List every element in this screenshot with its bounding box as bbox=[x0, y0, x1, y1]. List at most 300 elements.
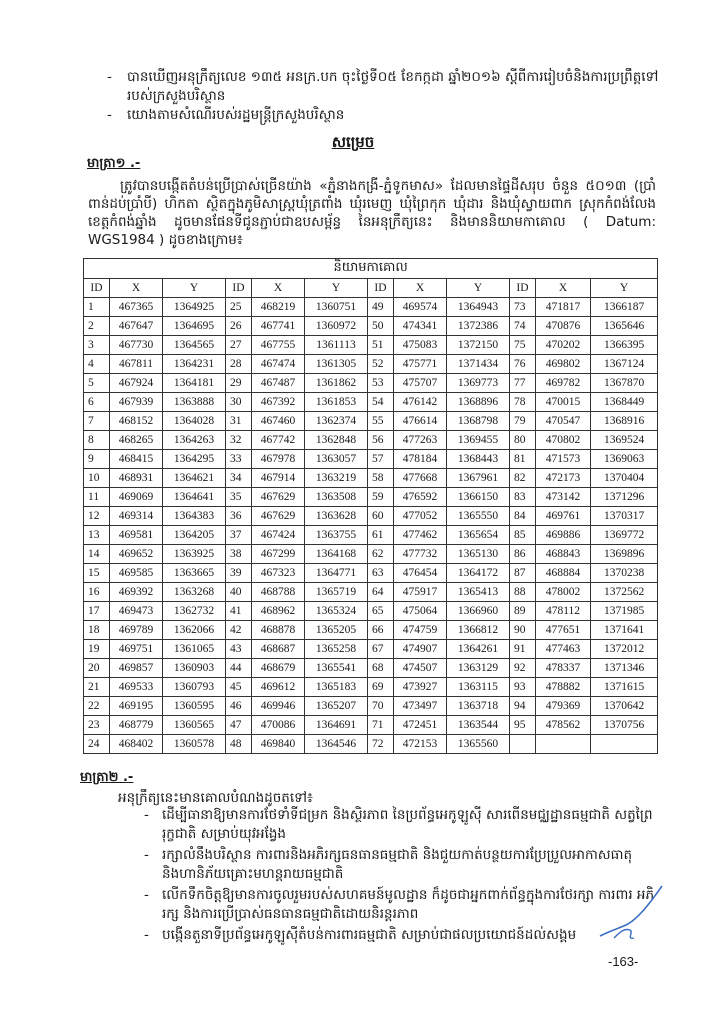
article-1-text: ត្រូវបានបង្កើតតំបន់ប្រើប្រាស់ច្រើនយ៉ាង «ភ្នំនាងកង្រី-ភ្នំទូកមាស» ដែលមានផ្ទៃដីសរុប ចំនួន ៥០១៣ (ប្រាំពាន់ដប់ប្រាំបី) ហិកតា ស្ថិតក្នុងភូមិសាស្ត្រឃុំត្រពាំង ឃុំរមេញ ឃុំព្រៃកុក ឃុំដារ និងឃុំស្វាយពាក ស្រុកកំពង់លែង ខេត្តកំពង់ឆ្នាំង ដូចមានផែនទីជូនភ្ជាប់ជាឧបសម្ព័ន្ធ នៃអនុក្រឹត្យនេះ និងមាននិយាមកាគោល ( Datum: WGS1984 ) ដូចខាងក្រោម៖ bbox=[88, 178, 656, 248]
article-2-list bbox=[140, 806, 660, 947]
cell-id: 31 bbox=[226, 412, 252, 431]
cell-x: 470802 bbox=[536, 431, 591, 450]
cell-y: 1367870 bbox=[591, 374, 658, 393]
cell-id: 20 bbox=[84, 659, 110, 678]
cell-id: 22 bbox=[84, 697, 110, 716]
cell-y: 1361113 bbox=[305, 336, 368, 355]
cell-id: 84 bbox=[510, 507, 536, 526]
cell-y: 1363129 bbox=[447, 659, 510, 678]
cell-id: 1 bbox=[84, 298, 110, 317]
cell-y: 1364925 bbox=[163, 298, 226, 317]
cell-x: 469069 bbox=[110, 488, 163, 507]
cell-y: 1360972 bbox=[305, 317, 368, 336]
cell-id: 71 bbox=[368, 716, 394, 735]
cell-y: 1366812 bbox=[447, 621, 510, 640]
cell-id: 40 bbox=[226, 583, 252, 602]
cell-y: 1360903 bbox=[163, 659, 226, 678]
cell-id: 94 bbox=[510, 697, 536, 716]
cell-id: 89 bbox=[510, 602, 536, 621]
cell-y: 1360793 bbox=[163, 678, 226, 697]
table-row bbox=[84, 431, 658, 450]
cell-y: 1364172 bbox=[447, 564, 510, 583]
cell-y: 1365719 bbox=[305, 583, 368, 602]
table-row bbox=[84, 697, 658, 716]
cell-y: 1370642 bbox=[591, 697, 658, 716]
cell-id: 44 bbox=[226, 659, 252, 678]
cell-id: 64 bbox=[368, 583, 394, 602]
cell-id: 17 bbox=[84, 602, 110, 621]
cell-id: 52 bbox=[368, 355, 394, 374]
cell-y: 1361065 bbox=[163, 640, 226, 659]
cell-x: 469946 bbox=[252, 697, 305, 716]
cell-y: 1365130 bbox=[447, 545, 510, 564]
cell-id: 74 bbox=[510, 317, 536, 336]
cell-y: 1365654 bbox=[447, 526, 510, 545]
cell-x: 469652 bbox=[110, 545, 163, 564]
column-header: ID bbox=[368, 279, 394, 298]
cell-y: 1368449 bbox=[591, 393, 658, 412]
cell-y: 1364383 bbox=[163, 507, 226, 526]
cell-y: 1365258 bbox=[305, 640, 368, 659]
cell-x: 479369 bbox=[536, 697, 591, 716]
cell-id: 35 bbox=[226, 488, 252, 507]
cell-y: 1363665 bbox=[163, 564, 226, 583]
cell-id: 21 bbox=[84, 678, 110, 697]
cell-id: 30 bbox=[226, 393, 252, 412]
cell-y: 1364641 bbox=[163, 488, 226, 507]
cell-y: 1363544 bbox=[447, 716, 510, 735]
cell-x: 468843 bbox=[536, 545, 591, 564]
cell-y: 1364691 bbox=[305, 716, 368, 735]
cell-x: 477651 bbox=[536, 621, 591, 640]
article-2-item: - បង្កើនតួនាទីប្រព័ន្ធអេកូឡូស៊ីតំបន់ការពារធម្មជាតិ សម្រាប់ជាផលប្រយោជន៍ដល់សង្គម bbox=[140, 926, 660, 945]
article-2-item: - លើកទឹកចិត្តឱ្យមានការចូលរួមរបស់សហគមន៍មូលដ្ឋាន ក៏ដូចជាអ្នកពាក់ព័ន្ធក្នុងការថែរក្សា ការពារ អភិរក្ស និងការប្រើប្រាស់ធនធានធម្មជាតិដោយនិរន្តរភាព bbox=[140, 886, 660, 924]
cell-x: 467299 bbox=[252, 545, 305, 564]
cell-y: 1372562 bbox=[591, 583, 658, 602]
cell-y: 1372150 bbox=[447, 336, 510, 355]
cell-y: 1364771 bbox=[305, 564, 368, 583]
cell-x: 467647 bbox=[110, 317, 163, 336]
cell-x: 468878 bbox=[252, 621, 305, 640]
cell-x: 478002 bbox=[536, 583, 591, 602]
cell-y: 1370756 bbox=[591, 716, 658, 735]
cell-y: 1364181 bbox=[163, 374, 226, 393]
cell-x: 478337 bbox=[536, 659, 591, 678]
cell-x: 475771 bbox=[394, 355, 447, 374]
cell-id: 80 bbox=[510, 431, 536, 450]
cell-x: 477732 bbox=[394, 545, 447, 564]
cell-x: 469789 bbox=[110, 621, 163, 640]
table-row bbox=[84, 393, 658, 412]
cell-id: 67 bbox=[368, 640, 394, 659]
cell-id: 46 bbox=[226, 697, 252, 716]
cell-y: 1366187 bbox=[591, 298, 658, 317]
cell-x: 467629 bbox=[252, 507, 305, 526]
signature-mark bbox=[590, 878, 670, 948]
cell-y: 1360565 bbox=[163, 716, 226, 735]
intro-bullets bbox=[103, 68, 663, 125]
cell-x: 471573 bbox=[536, 450, 591, 469]
cell-x: 474507 bbox=[394, 659, 447, 678]
cell-id: 24 bbox=[84, 735, 110, 754]
cell-x: 477462 bbox=[394, 526, 447, 545]
cell-id: 5 bbox=[84, 374, 110, 393]
cell-x: 470876 bbox=[536, 317, 591, 336]
cell-x: 467741 bbox=[252, 317, 305, 336]
cell-id: 78 bbox=[510, 393, 536, 412]
cell-x: 468679 bbox=[252, 659, 305, 678]
column-header: Y bbox=[591, 279, 658, 298]
cell-y: 1367961 bbox=[447, 469, 510, 488]
cell-y: 1362848 bbox=[305, 431, 368, 450]
cell-x: 468265 bbox=[110, 431, 163, 450]
cell-y: 1360578 bbox=[163, 735, 226, 754]
cell-x: 468962 bbox=[252, 602, 305, 621]
cell-x: 476592 bbox=[394, 488, 447, 507]
cell-y: 1363219 bbox=[305, 469, 368, 488]
cell-id: 8 bbox=[84, 431, 110, 450]
table-row bbox=[84, 659, 658, 678]
table-body bbox=[84, 298, 658, 754]
cell-id: 55 bbox=[368, 412, 394, 431]
cell-x: 472153 bbox=[394, 735, 447, 754]
table-row bbox=[84, 621, 658, 640]
cell-x: 469392 bbox=[110, 583, 163, 602]
cell-x: 467629 bbox=[252, 488, 305, 507]
cell-x: 477263 bbox=[394, 431, 447, 450]
cell-id: 66 bbox=[368, 621, 394, 640]
column-header: ID bbox=[510, 279, 536, 298]
cell-y: 1361862 bbox=[305, 374, 368, 393]
cell-x: 478184 bbox=[394, 450, 447, 469]
cell-id: 13 bbox=[84, 526, 110, 545]
cell-y: 1364028 bbox=[163, 412, 226, 431]
table-row bbox=[84, 355, 658, 374]
cell-id: 33 bbox=[226, 450, 252, 469]
cell-id: 95 bbox=[510, 716, 536, 735]
cell-x: 467323 bbox=[252, 564, 305, 583]
cell-y: 1362374 bbox=[305, 412, 368, 431]
cell-x: 467755 bbox=[252, 336, 305, 355]
cell-id: 3 bbox=[84, 336, 110, 355]
cell-x: 468219 bbox=[252, 298, 305, 317]
cell-y: 1365183 bbox=[305, 678, 368, 697]
cell-id: 77 bbox=[510, 374, 536, 393]
cell-id: 38 bbox=[226, 545, 252, 564]
cell-y: 1367124 bbox=[591, 355, 658, 374]
cell-id: 61 bbox=[368, 526, 394, 545]
cell-x: 477463 bbox=[536, 640, 591, 659]
cell-y: 1364546 bbox=[305, 735, 368, 754]
cell-id: 88 bbox=[510, 583, 536, 602]
coordinates-table bbox=[83, 258, 658, 754]
cell-y: 1365560 bbox=[447, 735, 510, 754]
cell-id: 81 bbox=[510, 450, 536, 469]
cell-x: 467939 bbox=[110, 393, 163, 412]
cell-x: 472173 bbox=[536, 469, 591, 488]
column-header: ID bbox=[84, 279, 110, 298]
cell-x: 473927 bbox=[394, 678, 447, 697]
cell-x: 471817 bbox=[536, 298, 591, 317]
cell-y: 1366960 bbox=[447, 602, 510, 621]
cell-y: 1363755 bbox=[305, 526, 368, 545]
cell-y: 1369773 bbox=[447, 374, 510, 393]
cell-x: 477668 bbox=[394, 469, 447, 488]
cell-y: 1371434 bbox=[447, 355, 510, 374]
cell-id: 70 bbox=[368, 697, 394, 716]
cell-id: 54 bbox=[368, 393, 394, 412]
cell-y: 1366150 bbox=[447, 488, 510, 507]
cell-x: 478882 bbox=[536, 678, 591, 697]
table-row bbox=[84, 469, 658, 488]
cell-x: 469574 bbox=[394, 298, 447, 317]
cell-x: 467365 bbox=[110, 298, 163, 317]
cell-x: 469533 bbox=[110, 678, 163, 697]
cell-x: 470086 bbox=[252, 716, 305, 735]
cell-y: 1364263 bbox=[163, 431, 226, 450]
cell-x: 474907 bbox=[394, 640, 447, 659]
cell-y: 1368798 bbox=[447, 412, 510, 431]
cell-y: 1371615 bbox=[591, 678, 658, 697]
cell-y: 1362732 bbox=[163, 602, 226, 621]
cell-x: 476454 bbox=[394, 564, 447, 583]
table-row bbox=[84, 336, 658, 355]
cell-id: 14 bbox=[84, 545, 110, 564]
cell-x: 469782 bbox=[536, 374, 591, 393]
cell-y: 1360595 bbox=[163, 697, 226, 716]
cell-x: 468779 bbox=[110, 716, 163, 735]
cell-id: 39 bbox=[226, 564, 252, 583]
cell-id: 65 bbox=[368, 602, 394, 621]
cell-x: 467978 bbox=[252, 450, 305, 469]
cell-y: 1364943 bbox=[447, 298, 510, 317]
cell-y: 1362066 bbox=[163, 621, 226, 640]
cell-y: 1369063 bbox=[591, 450, 658, 469]
cell-id: 83 bbox=[510, 488, 536, 507]
cell-id: 91 bbox=[510, 640, 536, 659]
cell-id: 47 bbox=[226, 716, 252, 735]
cell-y: 1363057 bbox=[305, 450, 368, 469]
column-header: X bbox=[252, 279, 305, 298]
cell-y: 1363718 bbox=[447, 697, 510, 716]
cell-id: 34 bbox=[226, 469, 252, 488]
cell-id: 72 bbox=[368, 735, 394, 754]
cell-y: 1369524 bbox=[591, 431, 658, 450]
cell-x: 467460 bbox=[252, 412, 305, 431]
cell-id: 12 bbox=[84, 507, 110, 526]
cell-y: 1368916 bbox=[591, 412, 658, 431]
cell-y: 1364205 bbox=[163, 526, 226, 545]
table-row bbox=[84, 412, 658, 431]
cell-x: 469585 bbox=[110, 564, 163, 583]
cell-id: 53 bbox=[368, 374, 394, 393]
cell-id: 76 bbox=[510, 355, 536, 374]
cell-x: 469857 bbox=[110, 659, 163, 678]
cell-y: 1361853 bbox=[305, 393, 368, 412]
cell-id: 69 bbox=[368, 678, 394, 697]
intro-bullet: - យោងតាមសំណើរបស់រដ្ឋមន្ត្រីក្រសួងបរិស្ថាន bbox=[103, 106, 663, 125]
cell-y: 1371985 bbox=[591, 602, 658, 621]
cell-id: 42 bbox=[226, 621, 252, 640]
cell-x: 467914 bbox=[252, 469, 305, 488]
cell-x: 473497 bbox=[394, 697, 447, 716]
cell-y: 1369772 bbox=[591, 526, 658, 545]
cell-x: 467811 bbox=[110, 355, 163, 374]
cell-y: 1372386 bbox=[447, 317, 510, 336]
decision-heading: សម្រេច bbox=[331, 133, 375, 151]
cell-x: 469473 bbox=[110, 602, 163, 621]
cell-y: 1363628 bbox=[305, 507, 368, 526]
cell-x: 475917 bbox=[394, 583, 447, 602]
cell-x: 469314 bbox=[110, 507, 163, 526]
table-row bbox=[84, 564, 658, 583]
cell-x: 468788 bbox=[252, 583, 305, 602]
page-number: -163- bbox=[608, 954, 639, 969]
cell-y: 1363925 bbox=[163, 545, 226, 564]
cell-y bbox=[591, 735, 658, 754]
cell-y: 1369896 bbox=[591, 545, 658, 564]
column-header: Y bbox=[447, 279, 510, 298]
article-2-label: មាត្រា២ .- bbox=[80, 770, 134, 785]
cell-id: 6 bbox=[84, 393, 110, 412]
table-row bbox=[84, 716, 658, 735]
cell-y: 1365324 bbox=[305, 602, 368, 621]
cell-x: 469886 bbox=[536, 526, 591, 545]
cell-x: 467742 bbox=[252, 431, 305, 450]
article-2-intro: អនុក្រឹត្យនេះមានគោលបំណងដូចតទៅ៖ bbox=[118, 790, 313, 806]
column-header: X bbox=[536, 279, 591, 298]
cell-y: 1361305 bbox=[305, 355, 368, 374]
cell-id: 19 bbox=[84, 640, 110, 659]
cell-x: 468687 bbox=[252, 640, 305, 659]
cell-id: 62 bbox=[368, 545, 394, 564]
cell-id: 82 bbox=[510, 469, 536, 488]
cell-x: 468402 bbox=[110, 735, 163, 754]
cell-x: 470547 bbox=[536, 412, 591, 431]
cell-id: 73 bbox=[510, 298, 536, 317]
cell-y: 1365646 bbox=[591, 317, 658, 336]
cell-y: 1369455 bbox=[447, 431, 510, 450]
article-1-label: មាត្រា១ .- bbox=[87, 156, 141, 171]
cell-x: 469802 bbox=[536, 355, 591, 374]
cell-y: 1368443 bbox=[447, 450, 510, 469]
cell-y: 1360751 bbox=[305, 298, 368, 317]
table-row bbox=[84, 526, 658, 545]
cell-x: 472451 bbox=[394, 716, 447, 735]
cell-y: 1371296 bbox=[591, 488, 658, 507]
cell-y: 1364621 bbox=[163, 469, 226, 488]
cell-y: 1364565 bbox=[163, 336, 226, 355]
cell-id: 75 bbox=[510, 336, 536, 355]
cell-x: 469581 bbox=[110, 526, 163, 545]
intro-bullet: - បានឃើញអនុក្រឹត្យលេខ ១៣៥ អនក្រ.បក ចុះថ្ងៃទី០៥ ខែកក្កដា ឆ្នាំ២០១៦ ស្តីពីការរៀបចំនិងការប្រព្រឹត្តទៅរបស់ក្រសួងបរិស្ថាន bbox=[103, 68, 663, 106]
cell-y: 1364261 bbox=[447, 640, 510, 659]
cell-y: 1364231 bbox=[163, 355, 226, 374]
cell-id: 37 bbox=[226, 526, 252, 545]
column-header: ID bbox=[226, 279, 252, 298]
cell-id bbox=[510, 735, 536, 754]
cell-id: 7 bbox=[84, 412, 110, 431]
cell-id: 87 bbox=[510, 564, 536, 583]
cell-y: 1368896 bbox=[447, 393, 510, 412]
cell-x: 478112 bbox=[536, 602, 591, 621]
cell-id: 86 bbox=[510, 545, 536, 564]
cell-id: 11 bbox=[84, 488, 110, 507]
cell-x: 475707 bbox=[394, 374, 447, 393]
cell-y: 1364695 bbox=[163, 317, 226, 336]
table-row bbox=[84, 735, 658, 754]
table-title: និយាមកាគោល bbox=[84, 259, 658, 279]
cell-x: 467424 bbox=[252, 526, 305, 545]
cell-id: 25 bbox=[226, 298, 252, 317]
cell-id: 93 bbox=[510, 678, 536, 697]
cell-x: 476614 bbox=[394, 412, 447, 431]
cell-x: 469840 bbox=[252, 735, 305, 754]
table-row bbox=[84, 583, 658, 602]
cell-id: 90 bbox=[510, 621, 536, 640]
cell-x: 468931 bbox=[110, 469, 163, 488]
cell-id: 36 bbox=[226, 507, 252, 526]
article-2-item: - រក្សាលំនឹងបរិស្ថាន ការពារនិងអភិរក្សធនធានធម្មជាតិ និងជួយកាត់បន្ថយការប្រែប្រួលអាកាសធាតុ និងហានិភ័យគ្រោះមហន្តរាយធម្មជាតិ bbox=[140, 846, 660, 884]
cell-y: 1365205 bbox=[305, 621, 368, 640]
cell-id: 26 bbox=[226, 317, 252, 336]
cell-id: 9 bbox=[84, 450, 110, 469]
cell-id: 15 bbox=[84, 564, 110, 583]
cell-x: 467730 bbox=[110, 336, 163, 355]
cell-x: 477052 bbox=[394, 507, 447, 526]
article-2-item: - ដើម្បីធានាឱ្យមានការថែទាំទីជម្រក និងស្ថិរភាព នៃប្រព័ន្ធអេកូឡូស៊ី សារពើនមជ្ឈដ្ឋានធម្មជាតិ សត្វព្រៃ រុក្ខជាតិ សម្រាប់យុវអង្វែង bbox=[140, 806, 660, 844]
cell-y: 1363508 bbox=[305, 488, 368, 507]
cell-x: 468884 bbox=[536, 564, 591, 583]
cell-id: 56 bbox=[368, 431, 394, 450]
column-header: X bbox=[394, 279, 447, 298]
cell-y: 1363888 bbox=[163, 393, 226, 412]
cell-y: 1370404 bbox=[591, 469, 658, 488]
cell-id: 79 bbox=[510, 412, 536, 431]
cell-y: 1371346 bbox=[591, 659, 658, 678]
cell-id: 85 bbox=[510, 526, 536, 545]
cell-y: 1371641 bbox=[591, 621, 658, 640]
table-header-row bbox=[84, 279, 658, 298]
cell-y: 1370317 bbox=[591, 507, 658, 526]
table-row bbox=[84, 602, 658, 621]
cell-x: 467924 bbox=[110, 374, 163, 393]
cell-x: 469612 bbox=[252, 678, 305, 697]
cell-x: 476142 bbox=[394, 393, 447, 412]
cell-id: 41 bbox=[226, 602, 252, 621]
cell-id: 48 bbox=[226, 735, 252, 754]
cell-id: 23 bbox=[84, 716, 110, 735]
cell-x: 467487 bbox=[252, 374, 305, 393]
table-row bbox=[84, 678, 658, 697]
cell-x: 469751 bbox=[110, 640, 163, 659]
cell-x: 473142 bbox=[536, 488, 591, 507]
table-row bbox=[84, 317, 658, 336]
cell-y: 1365550 bbox=[447, 507, 510, 526]
cell-id: 68 bbox=[368, 659, 394, 678]
cell-x: 469195 bbox=[110, 697, 163, 716]
cell-y: 1364295 bbox=[163, 450, 226, 469]
cell-id: 92 bbox=[510, 659, 536, 678]
cell-y: 1365207 bbox=[305, 697, 368, 716]
cell-x bbox=[536, 735, 591, 754]
cell-x: 475064 bbox=[394, 602, 447, 621]
table-row bbox=[84, 488, 658, 507]
cell-y: 1363268 bbox=[163, 583, 226, 602]
cell-y: 1372012 bbox=[591, 640, 658, 659]
cell-id: 51 bbox=[368, 336, 394, 355]
cell-id: 10 bbox=[84, 469, 110, 488]
